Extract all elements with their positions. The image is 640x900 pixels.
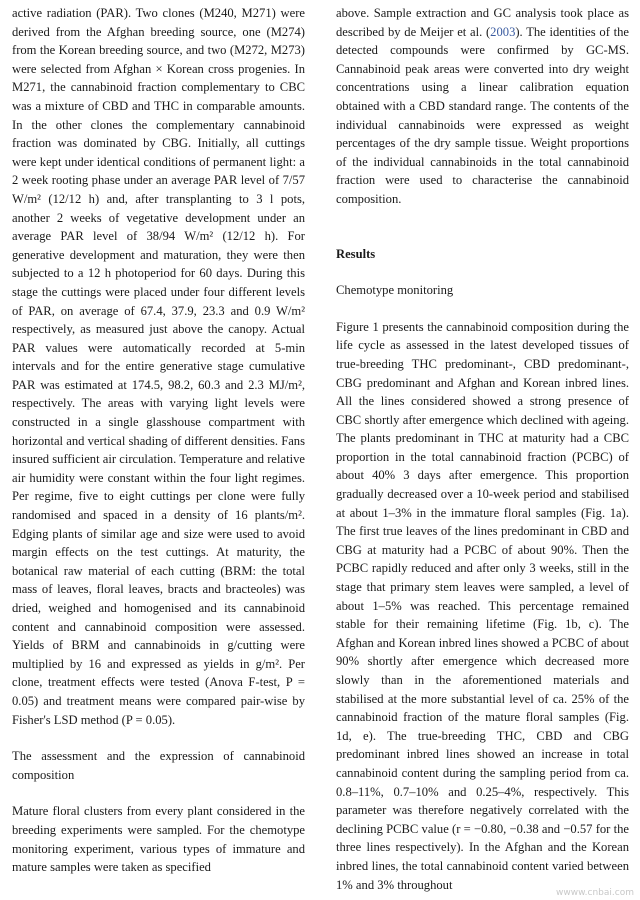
body-paragraph: active radiation (PAR). Two clones (M240, M271) were derived from the Afghan breeding source, one (M274) from the Korean breeding source, and two (M272, M273) were selected from Afghan × Korean cross progenies. In M271, the cannabinoid fraction complementary to CBC was a mixture of CBD and THC in comparable amounts. In the other clones the complementary cannabinoid fraction was dominated by CBG. Initially, all cuttings were kept under identical conditions of permanent light: a 2 week rooting phase under an average PAR level of 7/57 W/m² (12/12 h) and, after transplanting to 3 l pots, another 2 weeks of vegetative development under an average PAR level of 38/94 W/m² (12/12 h). For generative development and maturation, they were then subjected to a 12 h photoperiod for 60 days. During this stage the cuttings were placed under four different levels of PAR, on average of 67.4, 37.9, 23.3 and 0.9 W/m² respectively, as measured just above the canopy. Actual PAR values were automatically recorded at 5-min intervals and for the entire generative stage cumulative PAR was estimated at 174.5, 98.2, 60.3 and 2.3 MJ/m², respectively. The areas with varying light levels were constructed in a single glasshouse compartment with horizontal and vertical shading of different densities. Fans insured sufficient air circulation. Temperature and relative air humidity were constant within the four light regimes. Per regime, five to eight cuttings per clone were fully randomised and spaced in a density of 16 plants/m². Edging plants of similar age and size were used to avoid margin effects on the test cuttings. At maturity, the botanical raw material of each cutting (BRM: the total mass of leaves, floral leaves, bracts and bracteoles) was dried, weighed and homogenised and its cannabinoid content and cannabinoid composition were assessed. Yields of BRM and cannabinoids in g/cutting were multiplied by 16 and expressed as yields in g/m². Per clone, treatment effects were tested (Anova F-test, P = 0.05) and treatment means were compared pair-wise by Fisher's LSD method (P = 0.05). [12, 6, 305, 727]
left-column [12, 4, 305, 877]
watermark: wwww.cnbai.com [556, 888, 634, 898]
body-paragraph: Figure 1 presents the cannabinoid composition during the life cycle as assessed in the latest developed tissues of true-breeding THC predominant-, CBD predominant-, CBG predominant and Afghan and Korean inbred lines. All the lines considered showed a strong presence of CBC shortly after emergence which declined with ageing. The plants predominant in THC at maturity had a CBC proportion in the total cannabinoid fraction (PCBC) of about 40% 3 days after emergence. This proportion gradually decreased over a 10-week period and stabilised at about 1–3% in the immature floral samples (Fig. 1a). The first true leaves of the lines predominant in CBD and CBG at maturity had a PCBC of about 90%. Then the PCBC rapidly reduced and after only 3 weeks, still in the stage that primary stem leaves were sampled, a level of about 1–5% was reached. This percentage remained stable for their remaining lifetime (Fig. 1b, c). The Afghan and Korean inbred lines showed a PCBC of about 90% shortly after emergence which decreased more slowly than in the aforementioned materials and stabilised at the more substantial level of ca. 25% of the cannabinoid fraction of the mature floral samples (Fig. 1d, e). The true-breeding THC, CBD and CBG predominant inbred lines showed an increase in total cannabinoid content during the sampling period from ca. 0.8–11%, 0.7–10% and 0.25–4%, respectively. This parameter was therefore negatively correlated with the declining PCBC value (r = −0.80, −0.38 and −0.57 for the three lines respectively). In the Afghan and the Korean inbred lines, the total cannabinoid content varied between 1% and 3% throughout [336, 319, 629, 892]
subsection-heading: Chemotype monitoring [336, 283, 454, 298]
results-heading: Results [336, 246, 376, 261]
section-heading: The assessment and the expression of cannabinoid composition [12, 749, 305, 782]
body-paragraph [336, 4, 629, 209]
right-column [336, 4, 629, 894]
text-run: ). The identities of the detected compounds were confirmed by GC-MS. Cannabinoid peak areas were converted into dry weight concentrations using a linear calibration equation obtained with a CBD standard range. The contents of the individual cannabinoids were expressed as weight percentages of the dry sample tissue. Weight proportions of the individual cannabinoids in the total cannabinoid fraction were used to characterise the cannabinoid composition. [336, 24, 629, 206]
body-paragraph: Mature floral clusters from every plant considered in the breeding experiments were sampled. For the chemotype monitoring experiment, various types of immature and mature samples were taken as specified [12, 804, 305, 875]
citation-link[interactable]: 2003 [490, 24, 516, 39]
text-run: above. Sample extraction and GC analysis took place as described by de Meijer et al. ( [336, 6, 629, 39]
